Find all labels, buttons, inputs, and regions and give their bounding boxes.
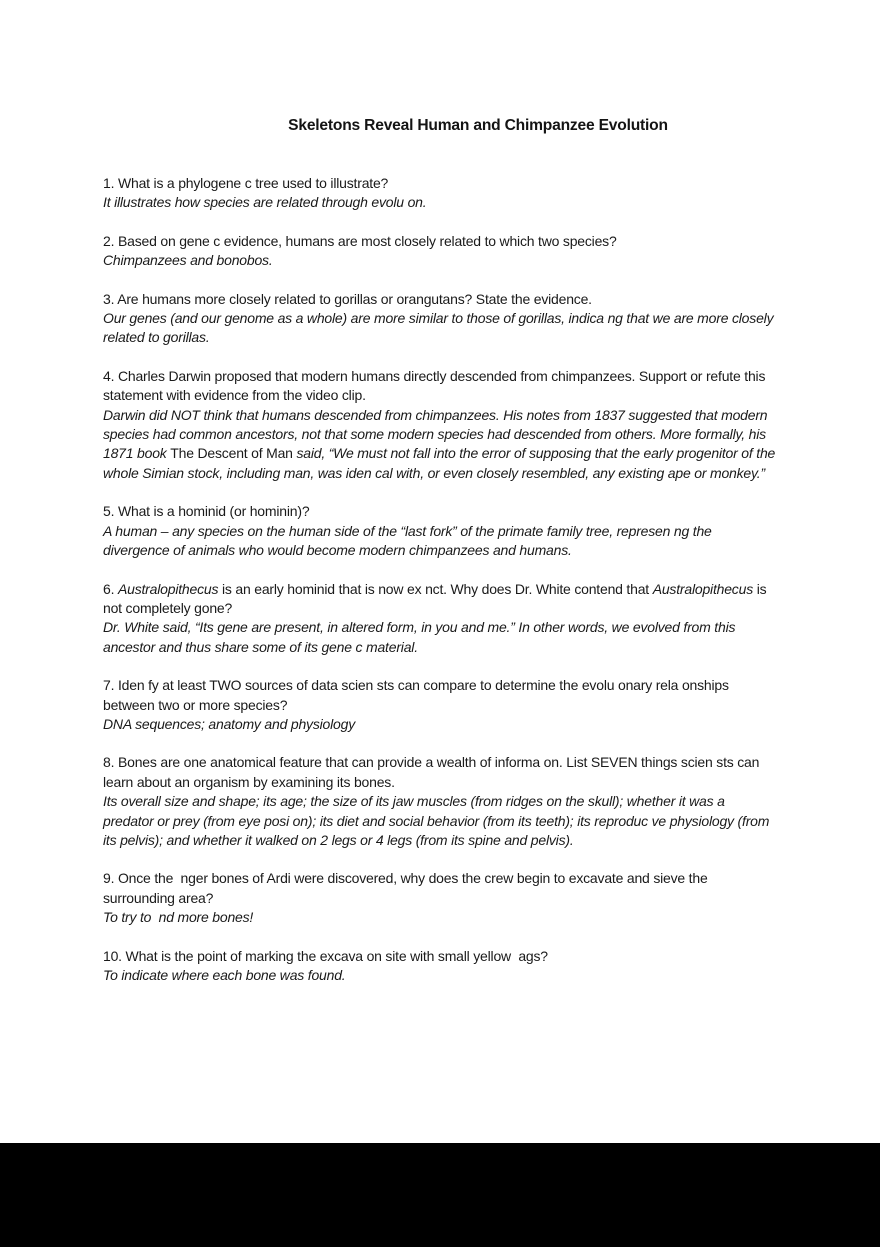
question-3: 3. Are humans more closely related to gorillas or orangutans? State the evidence.: [103, 290, 592, 307]
question-1: 1. What is a phylogene c tree used to illustrate?: [103, 175, 389, 191]
answer-4-segment: said, “We must not fall into the error of supposing that the early progenitor of the whole Simian stock, including man, was iden cal with, or even closely resembled, any existing ape or monkey.”: [103, 445, 779, 481]
question-10: 10. What is the point of marking the excava on site with small yellow ags?: [103, 947, 548, 964]
question-6-segment: 6.: [103, 580, 118, 597]
qa-block-2: [103, 232, 777, 271]
question-6-species-name: Australopithecus: [117, 580, 219, 597]
qa-block-4: [103, 367, 777, 483]
bottom-black-area: [0, 1143, 880, 1247]
qa-block-3: [103, 290, 777, 348]
answer-9: To try to nd more bones!: [103, 909, 254, 926]
qa-block-7: [103, 676, 777, 734]
question-8: 8. Bones are one anatomical feature that can provide a wealth of informa on. List SEVEN things scien sts can learn about an organism by examining its bones.: [103, 754, 763, 790]
question-9: 9. Once the nger bones of Ardi were discovered, why does the crew begin to excavate and sieve the surrounding area?: [103, 870, 712, 906]
answer-2: Chimpanzees and bonobos.: [103, 252, 273, 269]
answer-10: To indicate where each bone was found.: [103, 967, 346, 983]
answer-1: It illustrates how species are related through evolu on.: [103, 194, 427, 211]
qa-block-9: [103, 869, 777, 927]
question-7: 7. Iden fy at least TWO sources of data scien sts can compare to determine the evolu onary rela onships between two or more species?: [103, 677, 733, 713]
question-6-species-name: Australopithecus: [652, 580, 753, 597]
answer-6: Dr. White said, “Its gene are present, in altered form, in you and me.” In other words, we evolved from this ancestor and thus share some of its gene c material.: [103, 619, 739, 655]
answer-5: A human – any species on the human side of the “last fork” of the primate family tree, represen ng the divergence of animals who would become modern chimpanzees and humans.: [103, 522, 716, 559]
answer-4-book-title: The Descent of Man: [170, 445, 293, 462]
qa-block-1: [103, 174, 777, 213]
answer-3: Our genes (and our genome as a whole) are more similar to those of gorillas, indica ng that we are more closely related to gorillas.: [103, 310, 778, 346]
document-title: Skeletons Reveal Human and Chimpanzee Evolution: [288, 117, 668, 134]
answer-4: [103, 406, 777, 484]
question-6-segment: is not completely gone?: [103, 580, 771, 616]
answer-8: Its overall size and shape; its age; the size of its jaw muscles (from ridges on the skull); whether it was a predator or prey (from eye posi on); its diet and social behavior (from its teeth); its reproduc ve physiology (from its pelvis); and whether it walked on 2 legs or 4 legs (from its spine and pelvis).: [103, 793, 773, 848]
question-4: 4. Charles Darwin proposed that modern humans directly descended from chimpanzees. Support or refute this statement with evidence from the video clip.: [103, 367, 769, 404]
question-6-segment: is an early hominid that is now ex nct. Why does Dr. White contend that: [218, 580, 653, 597]
answer-4-segment: Darwin did NOT think that humans descended from chimpanzees. His notes from 1837 suggested that modern species had common ancestors, not that some modern species had descended from others. More formally, his 1871 book: [103, 406, 772, 462]
qa-block-8: [103, 753, 777, 850]
question-2: 2. Based on gene c evidence, humans are most closely related to which two species?: [103, 232, 617, 249]
qa-block-5: [103, 502, 777, 560]
question-6: [103, 580, 777, 619]
answer-7: DNA sequences; anatomy and physiology: [103, 715, 356, 732]
qa-block-10: [103, 947, 777, 986]
qa-block-6: [103, 580, 777, 658]
question-5: 5. What is a hominid (or hominin)?: [103, 503, 310, 520]
